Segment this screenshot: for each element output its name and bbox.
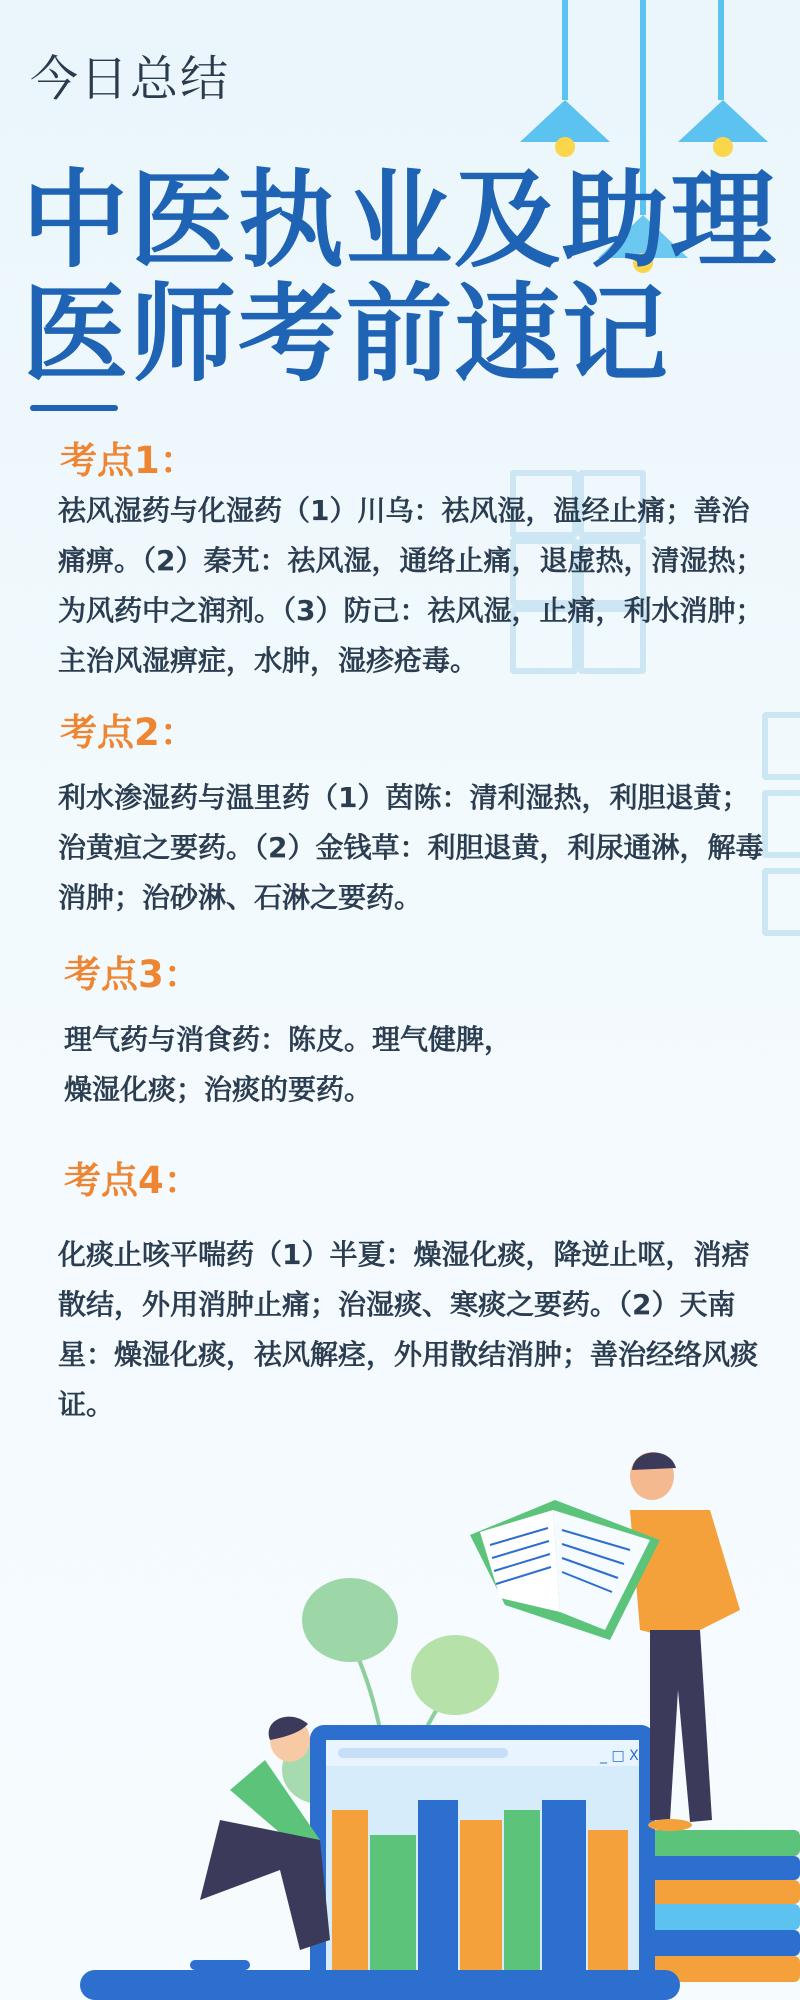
laptop-window-controls: _ □ X — [600, 1748, 639, 1764]
deco-square — [762, 712, 800, 780]
section-4-body: 化痰止咳平喘药（1）半夏：燥湿化痰，降逆止呕，消痞散结，外用消肿止痛；治湿痰、寒痰之要药。（2）天南星：燥湿化痰，祛风解痉，外用散结消肿；善治经络风痰证。 — [58, 1238, 759, 1421]
section-4-title: 考点4： — [64, 1159, 201, 1202]
eyebrow-label: 今日总结 — [30, 51, 231, 107]
section-3-body-line-1: 理气药与消食药：陈皮。理气健脾， — [64, 1023, 513, 1056]
page-title-line-1: 中医执业及助理 — [22, 159, 778, 282]
section-1-title: 考点1： — [60, 439, 197, 482]
section-1-body: 祛风湿药与化湿药（1）川乌：祛风湿，温经止痛；善治痛痹。（2）秦艽：祛风湿，通络止痛，退虚热，清湿热；为风药中之润剂。（3）防己：祛风湿，止痛，利水消肿；主治风湿痹症，水肿，湿疹疮毒。 — [58, 494, 764, 677]
section-3-body-line-2: 燥湿化痰；治痰的要药。 — [64, 1073, 373, 1106]
section-3-title: 考点3： — [64, 953, 201, 996]
section-2-title: 考点2： — [60, 711, 197, 754]
title-underline — [30, 405, 118, 411]
laptop-illustration — [80, 1725, 680, 2000]
page-title-line-2: 医师考前速记 — [22, 273, 670, 396]
study-illustration — [0, 1440, 800, 2000]
section-2-body: 利水渗湿药与温里药（1）茵陈：清利湿热，利胆退黄；治黄疸之要药。（2）金钱草：利胆退黄，利尿通淋，解毒消肿；治砂淋、石淋之要药。 — [58, 781, 764, 914]
section-3-body — [64, 1015, 764, 1115]
